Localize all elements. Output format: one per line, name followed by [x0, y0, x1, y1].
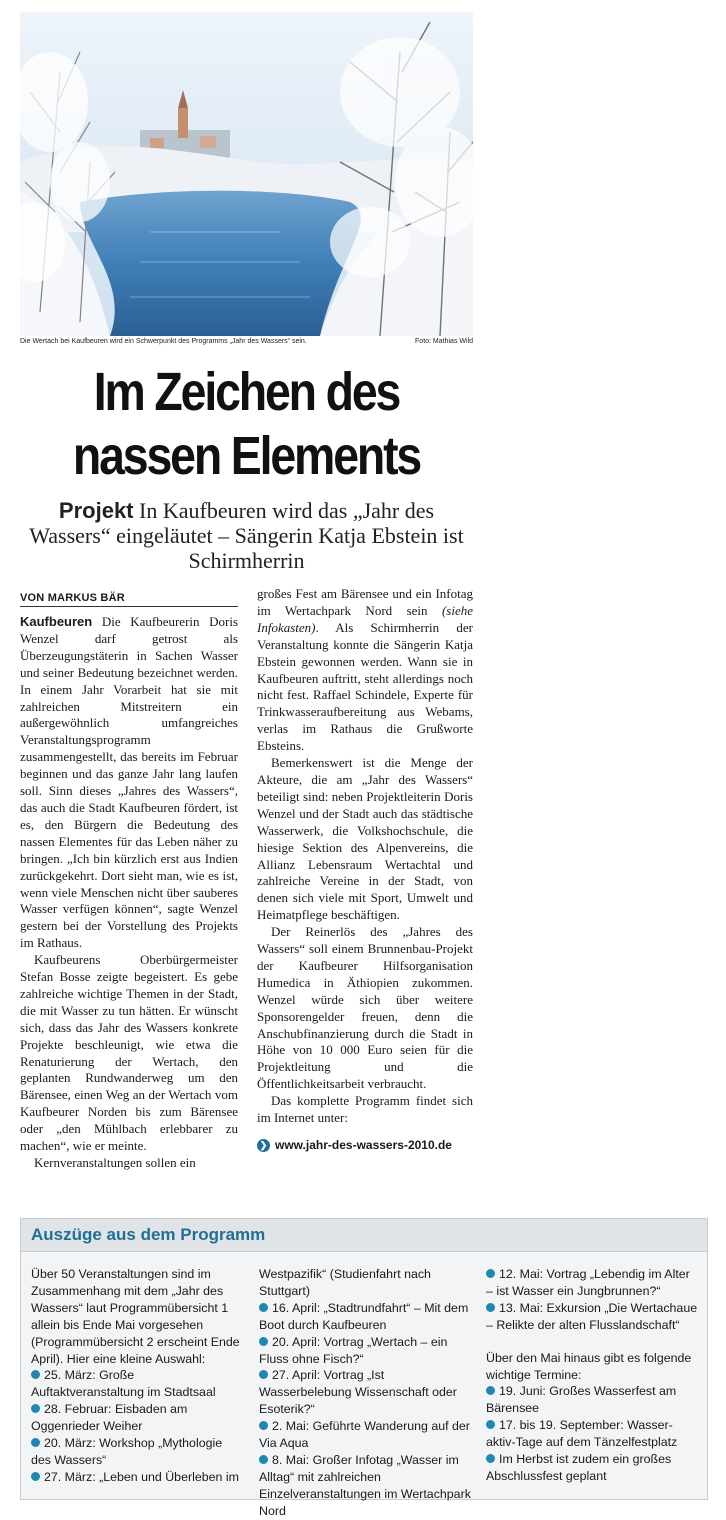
- bullet-icon: [486, 1420, 495, 1429]
- infobox-reference: (siehe Infokasten): [257, 602, 473, 635]
- program-item: 16. April: „Stadtrundfahrt“ – Mit dem Boot durch Kaufbeuren: [259, 1300, 469, 1332]
- photo-caption: [20, 338, 473, 345]
- bullet-icon: [486, 1269, 495, 1278]
- program-item: 20. März: Workshop „Mythologie des Wassers“: [31, 1436, 223, 1467]
- bullet-icon: [486, 1386, 495, 1395]
- program-item: Im Herbst ist zudem ein großes Abschlussfest geplant: [486, 1452, 672, 1483]
- later-dates-note: Über den Mai hinaus gibt es folgende wichtige Termine:: [486, 1350, 692, 1382]
- link-text[interactable]: www.jahr-des-wassers-2010.de: [275, 1138, 452, 1152]
- photo-credit: Foto: Mathias Wild: [415, 338, 473, 345]
- program-item: 27. April: Vortrag „Ist Wasserbelebung Wissenschaft oder Esoterik?“: [259, 1368, 457, 1417]
- paragraph-5: Der Reinerlös des „Jahres des Wassers“ soll einem Brunnenbau-Projekt der Kaufbeurer Hilfsorganisation Humedica in Äthiopien zukommen. Wenzel würde sich über weitere Sponsorengelder freuen, denn die Anschubfinanzierung durch die Stadt in Höhe von 10 000 Euro seien für die Projektleitung und die Öffentlichkeitsarbeit verbraucht.: [257, 924, 473, 1092]
- program-column-2: [259, 1266, 473, 1520]
- caption-text: Die Wertach bei Kaufbeuren wird ein Schwerpunkt des Programms „Jahr des Wassers“ sein.: [20, 338, 307, 345]
- headline: [52, 360, 442, 488]
- subheadline: [20, 498, 473, 573]
- bullet-icon: [259, 1370, 268, 1379]
- subhead-text: In Kaufbeuren wird das „Jahr des Wassers“ eingeläutet – Sängerin Katja Ebstein ist Schirmherrin: [29, 498, 464, 573]
- paragraph-3-cont: großes Fest am Bärensee und ein Infotag im Wertachpark Nord sein (siehe Infokasten). Als Schirmherrin der Veranstaltung konnte die Sängerin Katja Ebstein gewonnen werden. Wann sie in Kaufbeuren auftritt, steht allerdings noch nicht fest. Raffael Schindele, Experte für Trinkwasseraufbereitung aus Webams, verlas im Rathaus die Grußworte Ebsteins.: [257, 586, 473, 754]
- paragraph-4: Bemerkenswert ist die Menge der Akteure, die am „Jahr des Wassers“ beteiligt sind: neben Projektleiterin Doris Wenzel und der Stadt auch das städtische Wasserwerk, die Volkshochschule, die hiesige Sektion des Alpenvereins, die Allianz Lebensraum Wertachtal und zahlreiche Vereine in der Stadt, von denen sich viele mit Sport, Umwelt und Heimatpflege beschäftigen.: [257, 755, 473, 923]
- program-intro: Über 50 Veranstaltungen sind im Zusammenhang mit dem „Jahr des Wassers“ laut Programmübersicht 1 allein bis Ende Mai vorgesehen (Programmübersicht 2 erscheint Ende April). Hier eine kleine Auswahl:: [31, 1267, 240, 1366]
- paragraph-6: Das komplette Programm findet sich im Internet unter:: [257, 1093, 473, 1126]
- winter-river-illustration: [20, 12, 473, 336]
- bullet-icon: [259, 1421, 268, 1430]
- bullet-icon: [31, 1472, 40, 1481]
- program-item: 12. Mai: Vortrag „Lebendig im Alter – ist Wasser ein Jungbrunnen?“: [486, 1267, 690, 1298]
- infobox-title: Auszüge aus dem Programm: [31, 1225, 266, 1244]
- bullet-icon: [259, 1303, 268, 1312]
- program-item: 27. März: „Leben und Überleben im: [31, 1469, 245, 1486]
- program-item: 25. März: Große Auftaktveranstaltung im Stadtsaal: [31, 1368, 216, 1400]
- program-item: 2. Mai: Geführte Wanderung auf der Via Aqua: [259, 1419, 470, 1451]
- paragraph-2: Kaufbeurens Oberbürgermeister Stefan Bosse zeigte begeistert. Es gebe zahlreiche wichtige Themen in der Stadt, die mit Wasser zu tun hätten. Er wünscht sich, dass das Jahr des Wassers konkrete Projekte beschleunigt, wie etwa die Renaturierung der Wertach, den geplanten Rundwanderweg um den Bärensee, einen Weg an der Wertach vom Kaufbeurer Norden bis zum Bärensee oder „den Mühlbach erlebbarer zu machen“, wie er meinte.: [20, 952, 238, 1154]
- program-item: 17. bis 19. September: Wasser-aktiv-Tage auf dem Tänzelfestplatz: [486, 1418, 678, 1450]
- program-infobox: [20, 1218, 708, 1518]
- program-column-3: [486, 1266, 700, 1485]
- headline-line-1: Im Zeichen des: [93, 362, 400, 422]
- program-item: 13. Mai: Exkursion „Die Wertachaue – Relikte der alten Flusslandschaft“: [486, 1300, 698, 1332]
- program-item: 28. Februar: Eisbaden am Oggenrieder Weiher: [31, 1402, 188, 1434]
- bullet-icon: [31, 1370, 40, 1379]
- headline-line-2: nassen Elements: [72, 426, 421, 486]
- bullet-icon: [486, 1454, 495, 1463]
- article-column-1: [20, 614, 238, 1172]
- bullet-icon: [259, 1455, 268, 1464]
- subhead-kicker: Projekt: [58, 498, 134, 523]
- paragraph-3-start: Kernveranstaltungen sollen ein: [34, 1155, 196, 1170]
- bullet-icon: [259, 1337, 268, 1346]
- article-column-2: [257, 586, 473, 1154]
- bullet-icon: [31, 1404, 40, 1413]
- program-item: 20. April: Vortrag „Wertach – ein Fluss ohne Fisch?“: [259, 1334, 448, 1366]
- program-item-continued: Westpazifik“ (Studienfahrt nach Stuttgart): [259, 1267, 431, 1298]
- bullet-icon: [31, 1438, 40, 1447]
- paragraph-1: Kaufbeuren Die Kaufbeurerin Doris Wenzel darf getrost als Überzeugungstäterin in Sachen Wasser und seiner Bedeutung bezeichnet werden. In einem Jahr Vorarbeit hat sie mit zahlreichen Mitstreitern ein außergewöhnlich umfangreiches Veranstaltungsprogramm zusammengestellt, das bereits im Februar beginnen und das ganze Jahr lang laufen soll. Sinn dieses „Jahres des Wassers“, das auch die Stadt Kaufbeuren fördert, ist es, den Bürgern die Bedeutung des nassen Elementes für das Leben näher zu bringen. „Ich bin kürzlich erst aus Indien zurückgekehrt. Dort sieht man, wie es ist, wenn viele Menschen nicht über sauberes Wasser verfügen können“, sagte Wenzel gestern bei der Vorstellung des Projekts im Rathaus.: [20, 614, 238, 951]
- infobox-header: [21, 1219, 707, 1252]
- program-website-link[interactable]: [257, 1137, 473, 1154]
- arrow-right-icon: ❯: [257, 1139, 270, 1152]
- dateline: Kaufbeuren: [20, 614, 93, 629]
- bullet-icon: [486, 1303, 495, 1312]
- program-item: 8. Mai: Großer Infotag „Wasser im Alltag“ mit zahlreichen Einzelveranstaltungen im Wertachpark Nord: [259, 1452, 471, 1518]
- byline: VON MARKUS BÄR: [20, 592, 238, 607]
- program-column-1: [31, 1266, 245, 1486]
- program-item: 19. Juni: Großes Wasserfest am Bärensee: [486, 1384, 677, 1416]
- river-photo: [20, 12, 473, 336]
